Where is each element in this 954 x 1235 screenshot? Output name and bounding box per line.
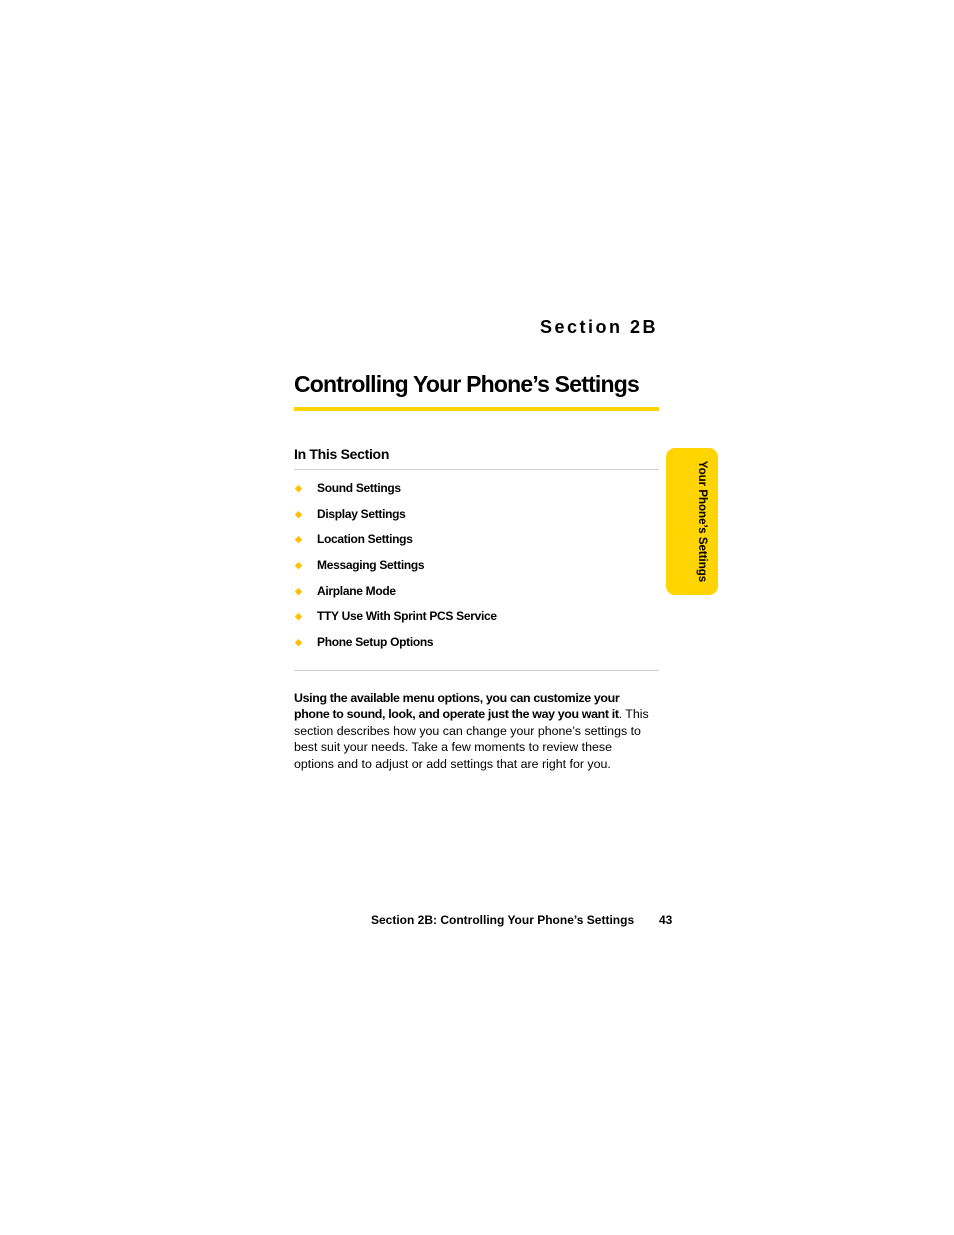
page-title: Controlling Your Phone’s Settings [294,371,640,397]
list-item [294,532,497,558]
diamond-bullet-icon: ◆ [295,585,302,596]
diamond-bullet-icon: ◆ [295,560,302,571]
intro-paragraph [294,690,654,772]
diamond-bullet-icon: ◆ [295,611,302,622]
section-label: Section 2B [539,317,658,337]
list-item-label: Sound Settings [317,481,401,495]
diamond-bullet-icon: ◆ [295,534,302,545]
page-number: 43 [659,913,673,927]
list-item-label: Messaging Settings [317,558,425,573]
in-this-section-heading: In This Section [294,446,390,462]
list-item [294,584,497,610]
side-tab-label: Your Phone’s Settings [696,460,708,583]
list-item [294,635,497,661]
list-item [294,507,497,533]
list-item-label: Display Settings [317,506,406,521]
diamond-bullet-icon: ◆ [295,483,302,493]
list-item [294,558,497,584]
side-tab [666,448,718,595]
section-contents-list [294,481,497,661]
list-item [294,609,497,635]
divider-bottom [294,670,659,671]
list-item-label: Phone Setup Options [317,635,434,650]
list-item [294,481,497,507]
list-item-label: Airplane Mode [317,583,396,598]
intro-bold-text: Using the available menu options, you can customize your phone to sound, look, and operate just the way you want it [294,691,620,722]
list-item-label: TTY Use With Sprint PCS Service [317,609,497,624]
title-underline [294,407,659,411]
list-item-label: Location Settings [317,532,413,547]
footer-section-text: Section 2B: Controlling Your Phone’s Settings [371,913,635,927]
intro-text: . This section describes how you can change your phone’s settings to best suit your needs. Take a few moments to review these options and to adjust or add settings that are right for you. [294,707,649,771]
diamond-bullet-icon: ◆ [295,508,302,519]
diamond-bullet-icon: ◆ [295,637,302,648]
divider-top [294,469,659,470]
